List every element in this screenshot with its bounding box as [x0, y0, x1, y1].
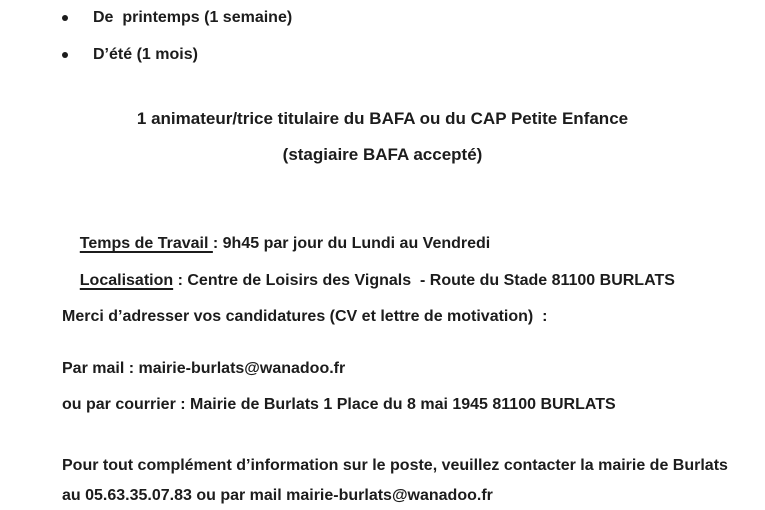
application-intro-text: Merci d’adresser vos candidatures (CV et lettre de motivation) : — [62, 308, 548, 325]
location-line — [62, 254, 675, 308]
location-label: Localisation — [79, 272, 174, 289]
bullet-item-text: De printemps (1 semaine) — [93, 9, 293, 26]
application-courier-text: ou par courrier : Mairie de Burlats 1 Place du 8 mai 1945 81100 BURLATS — [62, 396, 616, 413]
bullet-item-text: D’été (1 mois) — [93, 46, 198, 63]
contact-info-line2: au 05.63.35.07.83 ou par mail mairie-burlats@wanadoo.fr — [62, 487, 493, 504]
application-mail-text: Par mail : mairie-burlats@wanadoo.fr — [62, 360, 346, 377]
work-time-label: Temps de Travail — [79, 235, 213, 252]
bullet-icon — [62, 52, 68, 58]
list-item — [62, 46, 198, 64]
bullet-icon — [62, 15, 68, 21]
list-item — [62, 9, 292, 27]
document-title-line2: (stagiaire BAFA accepté) — [282, 145, 483, 164]
location-value: : Centre de Loisirs des Vignals - Route du Stade 81100 BURLATS — [173, 272, 675, 289]
contact-info-line1: Pour tout complément d’information sur le poste, veuillez contacter la mairie de Burlats — [62, 457, 728, 474]
work-time-value: : 9h45 par jour du Lundi au Vendredi — [212, 235, 491, 252]
document-title-line1: 1 animateur/trice titulaire du BAFA ou du CAP Petite Enfance — [136, 109, 629, 128]
